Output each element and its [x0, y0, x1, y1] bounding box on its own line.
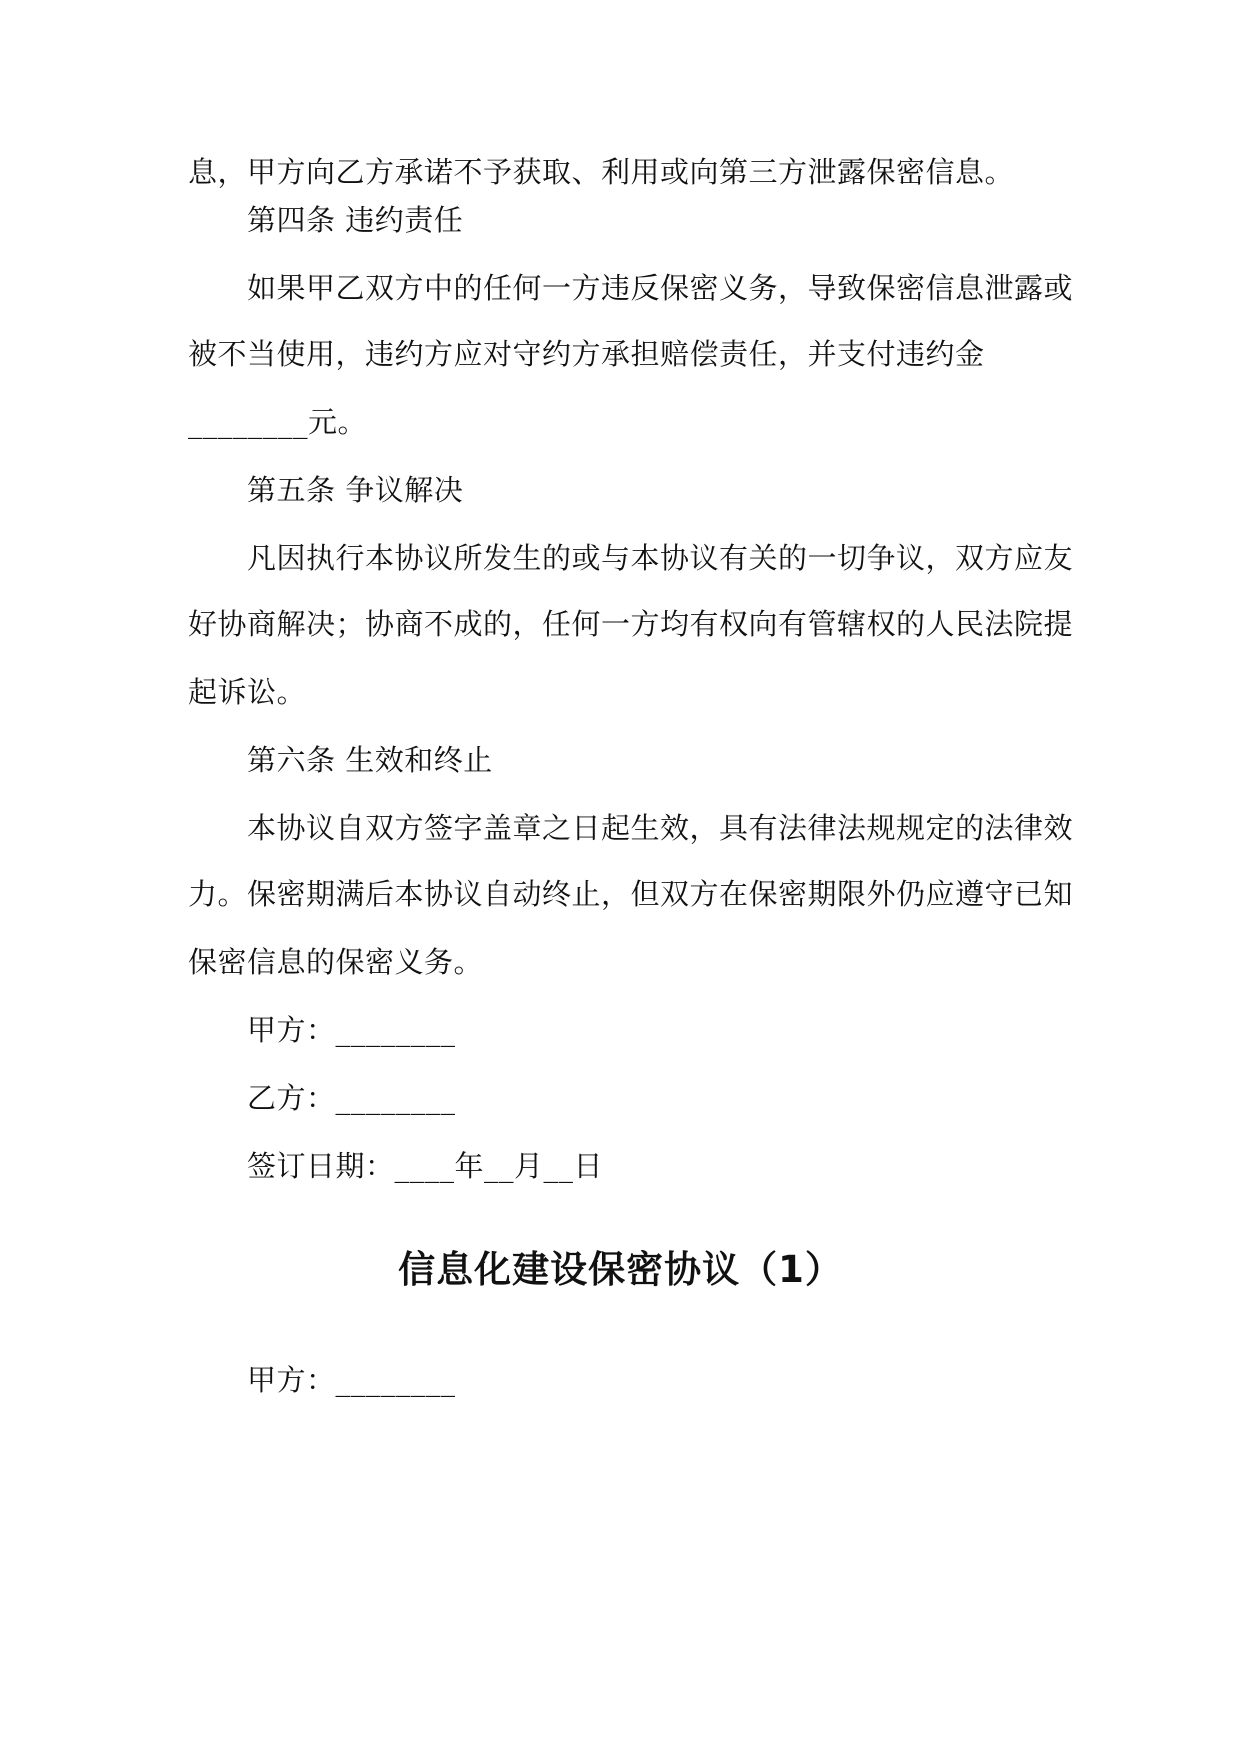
paragraph-line: 凡因执行本协议所发生的或与本协议有关的一切争议，双方应友 [247, 541, 1074, 575]
article-5-heading: 第五条 争议解决 [247, 473, 464, 507]
penalty-amount-blank: ________元。 [188, 405, 368, 439]
paragraph-line: 被不当使用，违约方应对守约方承担赔偿责任，并支付违约金 [188, 337, 985, 371]
document-title: 信息化建设保密协议（1） [398, 1248, 843, 1291]
paragraph-line: 如果甲乙双方中的任何一方违反保密义务，导致保密信息泄露或 [247, 271, 1074, 305]
paragraph-line-continuation: 息，甲方向乙方承诺不予获取、利用或向第三方泄露保密信息。 [188, 155, 1015, 189]
party-b-signature: 乙方：________ [247, 1081, 456, 1115]
signing-date: 签订日期：____年__月__日 [247, 1149, 604, 1183]
paragraph-line: 好协商解决；协商不成的，任何一方均有权向有管辖权的人民法院提 [188, 607, 1074, 641]
paragraph-line: 力。保密期满后本协议自动终止，但双方在保密期限外仍应遵守已知 [188, 877, 1074, 911]
paragraph-line: 保密信息的保密义务。 [188, 945, 484, 979]
party-a-signature: 甲方：________ [247, 1013, 456, 1047]
paragraph-line: 本协议自双方签字盖章之日起生效，具有法律法规规定的法律效 [247, 811, 1074, 845]
party-a-line: 甲方：________ [247, 1363, 456, 1397]
article-6-heading: 第六条 生效和终止 [247, 743, 493, 777]
paragraph-line: 起诉讼。 [188, 675, 307, 709]
article-4-heading: 第四条 违约责任 [247, 203, 464, 237]
